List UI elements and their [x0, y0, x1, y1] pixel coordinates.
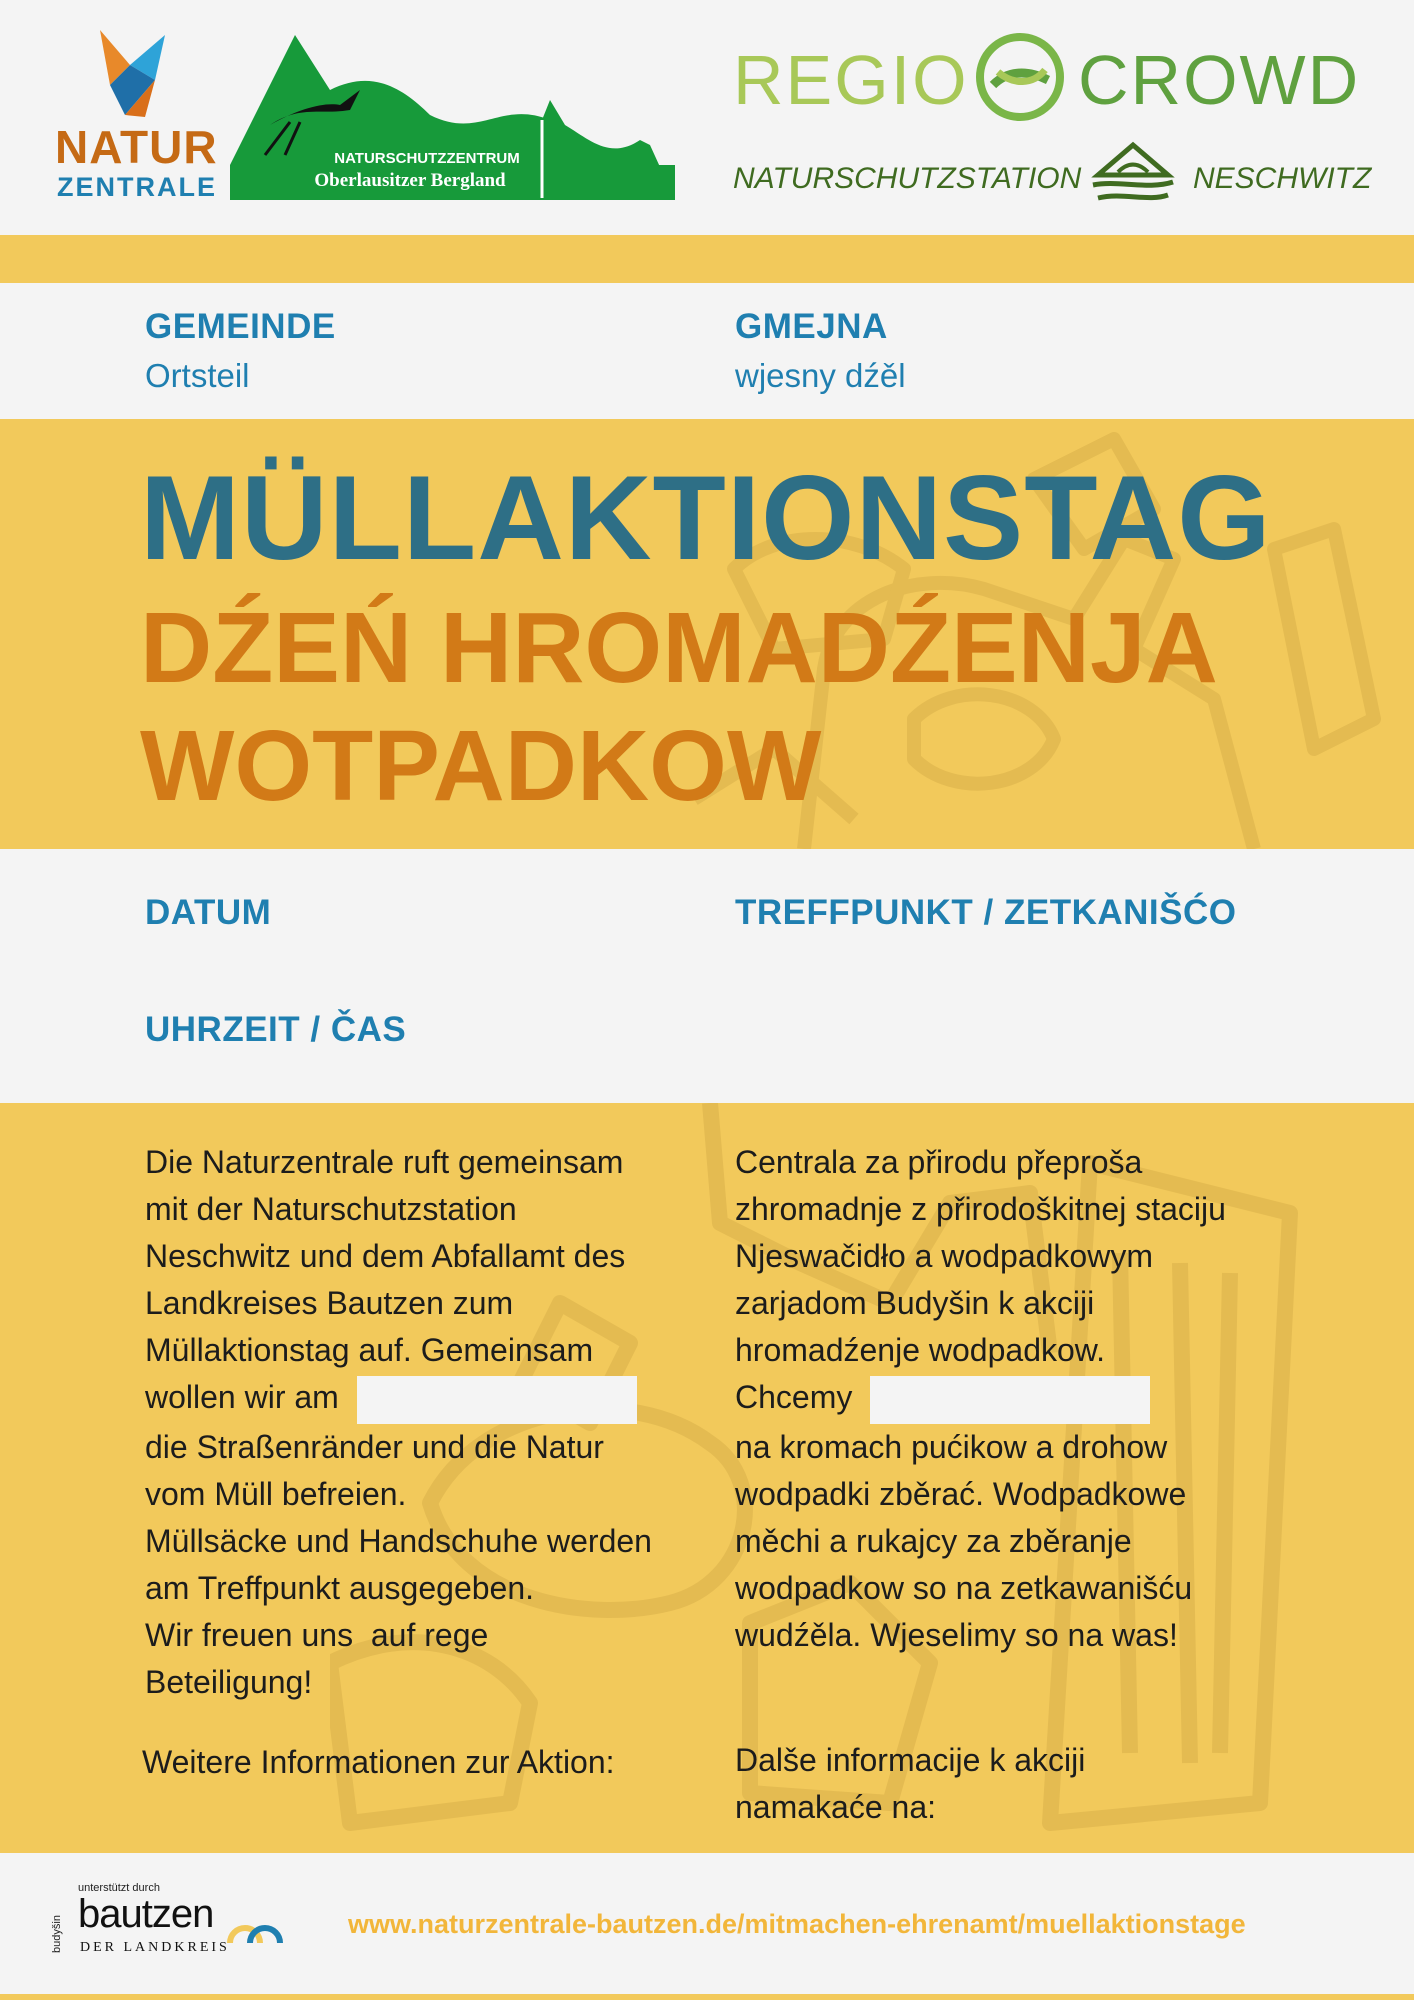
neschwitz-logo — [733, 140, 1372, 215]
body-hsb-line: Chcemy — [735, 1379, 853, 1415]
datum-label: DATUM — [145, 893, 272, 932]
body-de-line: die Straßenränder und die Natur — [145, 1428, 604, 1465]
naturschutzzentrum-name: Oberlausitzer Bergland — [314, 170, 506, 191]
naturschutzzentrum-title: NATURSCHUTZZENTRUM — [334, 150, 520, 167]
supported-by-text: unterstützt durch — [78, 1882, 160, 1894]
naturschutzstation-word: NATURSCHUTZSTATION — [733, 162, 1082, 195]
title-german: MÜLLAKTIONSTAG — [140, 451, 1272, 585]
body-de-line: Beteiligung! — [145, 1663, 313, 1700]
budysin-text: budyšin — [50, 1915, 63, 1953]
body-hsb-line: hromadźenje wodpadkow. — [735, 1332, 1106, 1368]
body-de-line-with-blank — [145, 1374, 715, 1424]
title-sorbian-line2: WOTPADKOW — [140, 710, 822, 822]
body-de-line: Wir freuen uns auf rege — [145, 1616, 489, 1653]
body-hsb-line: zarjadom Budyšin k akciji — [735, 1285, 1095, 1321]
footer-url-link[interactable]: www.naturzentrale-bautzen.de/mitmachen-ehrenamt/muellaktionstage — [348, 1909, 1246, 1939]
title-sorbian-line1: DŹEŃ HROMADŹENJA — [140, 592, 1218, 704]
regiocrowd-logo — [733, 25, 1363, 125]
body-de-line: wollen wir am — [145, 1379, 339, 1415]
info-sorbian-line2: namakaće na: — [735, 1789, 937, 1825]
info-sorbian-line1: Dalše informacije k akciji — [735, 1742, 1086, 1778]
wjesny-dzel-label: wjesny dźěl — [735, 357, 906, 394]
footer-bottom-strip — [0, 1994, 1414, 2000]
naturzentrale-word2: ZENTRALE — [57, 172, 217, 202]
title-band — [0, 419, 1414, 849]
bautzen-logo — [50, 1880, 300, 1970]
uhrzeit-label: UHRZEIT / ČAS — [145, 1010, 407, 1049]
gemeinde-label: GEMEINDE — [145, 307, 336, 346]
naturschutzzentrum-logo — [230, 30, 675, 200]
body-de-line: mit der Naturschutzstation — [145, 1191, 517, 1227]
bird-icon — [70, 25, 180, 120]
body-hsb-line: na kromach pućikow a drohow — [735, 1428, 1168, 1465]
gmejna-label: GMEJNA — [735, 307, 888, 346]
body-de-line: Müllaktionstag auf. Gemeinsam — [145, 1332, 594, 1368]
body-hsb-line: měchi a rukajcy za zběranje — [735, 1522, 1132, 1559]
info-german: Weitere Informationen zur Aktion: — [142, 1744, 615, 1780]
header-divider-strip — [0, 235, 1414, 283]
date-blank-field-de[interactable] — [357, 1376, 637, 1424]
body-hsb-line: Centrala za přirodu přeproša — [735, 1144, 1143, 1180]
treffpunkt-label: TREFFPUNKT / ZETKANIŠĆO — [735, 893, 1237, 932]
date-blank-field-hsb[interactable] — [870, 1376, 1150, 1424]
bautzen-arcs-icon — [225, 1908, 285, 1948]
body-de-line: Landkreises Bautzen zum — [145, 1285, 514, 1321]
body-de-line: Die Naturzentrale ruft gemeinsam — [145, 1144, 624, 1180]
neschwitz-word: NESCHWITZ — [1193, 162, 1372, 195]
hands-recycle-icon — [973, 30, 1068, 125]
ortsteil-label: Ortsteil — [145, 357, 250, 394]
body-hsb-line: wudźěla. Wjeselimy so na was! — [735, 1616, 1178, 1653]
body-de-line: Neschwitz und dem Abfallamt des — [145, 1238, 626, 1274]
body-de-line: vom Müll befreien. — [145, 1475, 407, 1512]
body-hsb-line: zhromadnje z přirodoškitnej staciju — [735, 1191, 1226, 1227]
station-icon — [1088, 140, 1178, 215]
body-german — [145, 1139, 715, 1706]
body-hsb-line-with-blank — [735, 1374, 1375, 1424]
regio-word: REGIO — [733, 41, 969, 119]
body-hsb-line: wodpadki zběrać. Wodpadkowe — [735, 1475, 1187, 1512]
landkreis-text: DER LANDKREIS — [80, 1940, 230, 1955]
body-sorbian — [735, 1139, 1375, 1659]
body-band — [0, 1103, 1414, 1853]
body-hsb-line: wodpadkow so na zetkawanišću — [735, 1569, 1193, 1606]
body-hsb-line: Njeswačidło a wodpadkowym — [735, 1238, 1153, 1274]
naturzentrale-word1: NATUR — [55, 121, 218, 173]
body-de-line: am Treffpunkt ausgegeben. — [145, 1569, 535, 1606]
body-de-line: Müllsäcke und Handschuhe werden — [145, 1522, 652, 1559]
naturzentrale-logo — [55, 25, 218, 205]
crowd-word: CROWD — [1078, 41, 1361, 119]
bautzen-wordmark: bautzen — [78, 1892, 214, 1936]
